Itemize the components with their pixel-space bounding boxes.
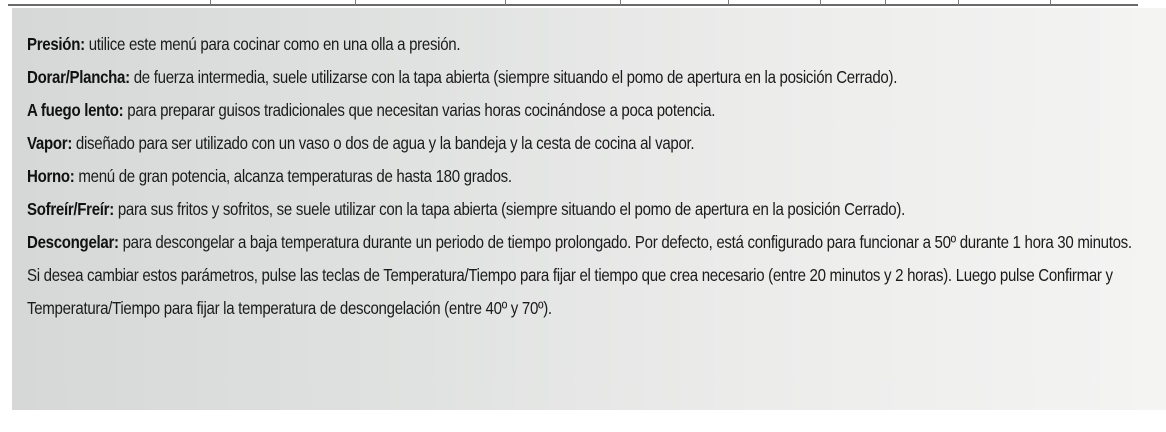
entry-text: utilice este menú para cocinar como en una olla a presión. xyxy=(84,34,461,54)
column-divider xyxy=(885,0,886,5)
column-divider xyxy=(820,0,821,5)
entry-term: Dorar/Plancha: xyxy=(27,67,130,87)
entry-horno xyxy=(27,160,1145,193)
entry-term: Vapor: xyxy=(27,133,73,153)
column-divider xyxy=(728,0,729,5)
entry-presion xyxy=(27,28,1145,61)
entry-text: menú de gran potencia, alcanza temperaturas de hasta 180 grados. xyxy=(74,166,512,186)
entry-term: A fuego lento: xyxy=(27,100,124,120)
entry-text: de fuerza intermedia, suele utilizarse con la tapa abierta (siempre situando el pomo de apertura en la posición Cerrado). xyxy=(129,67,898,87)
table-top-border xyxy=(8,4,1138,6)
entry-text: para sus fritos y sofritos, se suele utilizar con la tapa abierta (siempre situando el pomo de apertura en la posición Cerrado). xyxy=(113,199,905,219)
column-divider xyxy=(1050,0,1051,5)
entry-text: diseñado para ser utilizado con un vaso o dos de agua y la bandeja y la cesta de cocina al vapor. xyxy=(72,133,695,153)
column-divider xyxy=(355,0,356,5)
entry-term: Descongelar: xyxy=(27,232,119,252)
column-divider xyxy=(620,0,621,5)
column-divider xyxy=(210,0,211,5)
entry-vapor xyxy=(27,127,1145,160)
menu-descriptions xyxy=(27,28,1145,325)
entry-dorar-plancha xyxy=(27,61,1145,94)
entry-term: Horno: xyxy=(27,166,75,186)
column-divider xyxy=(505,0,506,5)
entry-text: para preparar guisos tradicionales que necesitan varias horas cocinándose a poca potencia. xyxy=(123,100,716,120)
column-divider xyxy=(958,0,959,5)
entry-term: Presión: xyxy=(27,34,85,54)
entry-sofreir-freir xyxy=(27,193,1145,226)
entry-descongelar xyxy=(27,226,1145,325)
entry-a-fuego-lento xyxy=(27,94,1145,127)
entry-text: para descongelar a baja temperatura durante un periodo de tiempo prolongado. Por defecto, está configurado para funcionar a 50º durante 1 hora 30 minutos. Si desea cambiar estos parámetros, pulse las teclas de Temperatura/Tiempo para fijar el tiempo que crea necesario (entre 20 minutos y 2 horas). Luego pulse Confirmar y Temperatura/Tiempo para fijar la temperatura de descongelación (entre 40º y 70º). xyxy=(27,232,1132,318)
entry-term: Sofreír/Freír: xyxy=(27,199,114,219)
